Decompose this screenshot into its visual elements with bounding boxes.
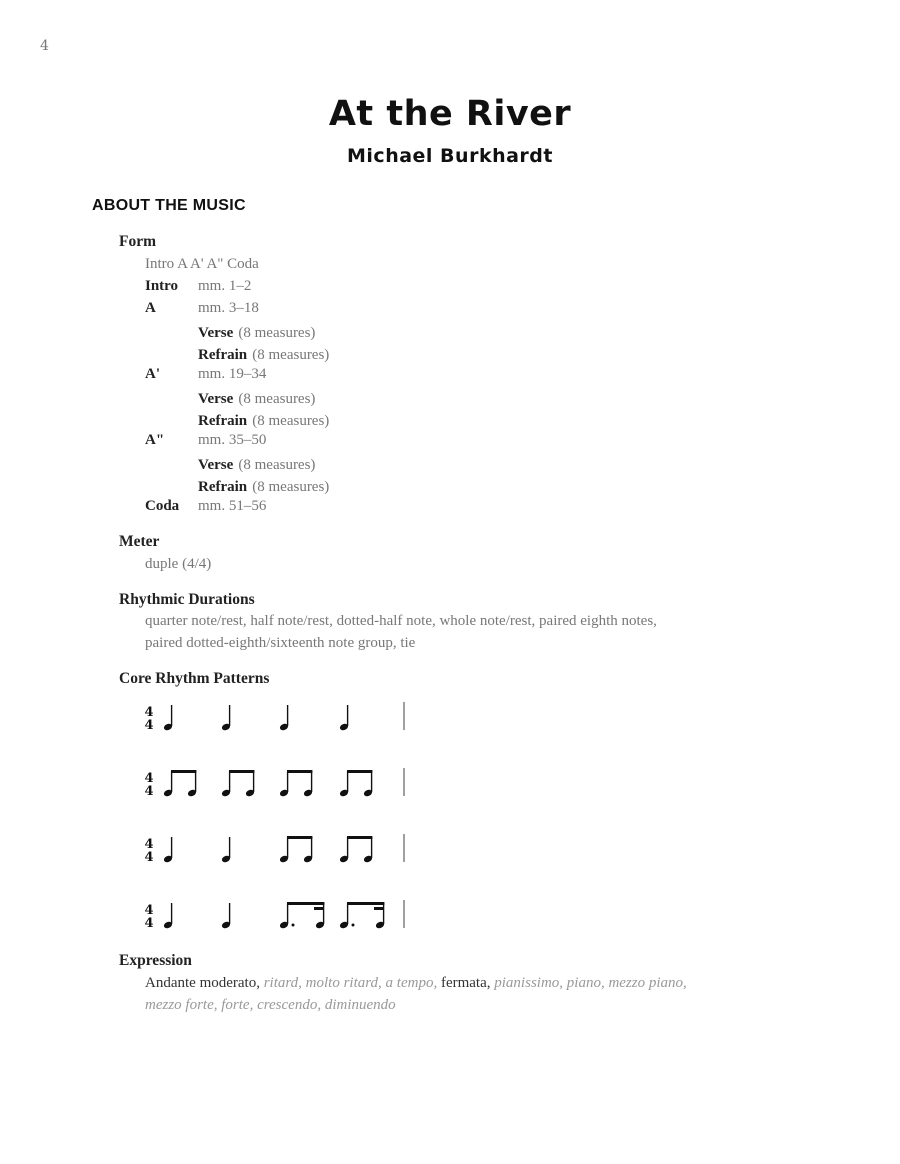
- section-heading: ABOUT THE MUSIC: [92, 197, 246, 214]
- expression-line-2: [145, 997, 396, 1014]
- form-a2-refrain: [198, 476, 329, 496]
- measures-note: (8 measures): [252, 479, 330, 495]
- time-signature-bottom: 4: [144, 916, 154, 931]
- rhythmic-durations-line-1: quarter note/rest, half note/rest, dotted-half note, whole note/rest, paired eighth notes,: [145, 613, 657, 629]
- time-signature-bottom: 4: [144, 718, 154, 733]
- primary-beam: [347, 902, 384, 905]
- meter-value: duple (4/4): [145, 556, 212, 572]
- form-a-refrain: [198, 344, 329, 364]
- measures-note: (8 measures): [252, 413, 330, 429]
- form-a1-range: mm. 19–34: [198, 366, 267, 382]
- eighth-beam: [229, 770, 254, 773]
- form-a1-refrain: [198, 410, 329, 430]
- form-intro-range: mm. 1–2: [198, 278, 252, 294]
- primary-beam: [287, 902, 324, 905]
- augmentation-dot: [292, 924, 295, 927]
- form-a1-label: A': [145, 366, 160, 382]
- rhythmic-durations-line-2: paired dotted-eighth/sixteenth note group, tie: [145, 635, 416, 651]
- time-signature-top: 4: [144, 837, 154, 852]
- expression-italic-terms-2: pianissimo, piano, mezzo piano,: [494, 975, 687, 991]
- measures-note: (8 measures): [238, 457, 316, 473]
- rhythm-pattern-4: [138, 894, 418, 934]
- meter-heading: Meter: [119, 533, 160, 550]
- eighth-beam: [347, 770, 372, 773]
- verse-label: Verse: [198, 391, 234, 407]
- form-intro-label: Intro: [145, 278, 179, 294]
- measures-note: (8 measures): [238, 391, 316, 407]
- form-heading: Form: [119, 233, 157, 250]
- time-signature-top: 4: [144, 705, 154, 720]
- time-signature-bottom: 4: [144, 784, 154, 799]
- form-a2-verse: [198, 454, 315, 474]
- core-rhythm-heading: Core Rhythm Patterns: [119, 670, 270, 687]
- form-coda-range: mm. 51–56: [198, 498, 267, 514]
- rhythm-pattern-1: [138, 696, 418, 736]
- secondary-beam: [314, 907, 324, 910]
- form-a-verse: [198, 322, 315, 342]
- form-coda-label: Coda: [145, 498, 180, 514]
- measures-note: (8 measures): [252, 347, 330, 363]
- verse-label: Verse: [198, 457, 234, 473]
- expression-italic-terms-1: ritard, molto ritard, a tempo,: [263, 975, 441, 991]
- eighth-beam: [287, 836, 312, 839]
- page-title: At the River: [328, 94, 572, 134]
- expression-line-1: [145, 975, 687, 992]
- expression-tempo: Andante moderato,: [145, 975, 264, 991]
- secondary-beam: [374, 907, 384, 910]
- form-a1-verse: [198, 388, 315, 408]
- time-signature-top: 4: [144, 771, 154, 786]
- time-signature-bottom: 4: [144, 850, 154, 865]
- form-a-label: A: [145, 300, 156, 316]
- refrain-label: Refrain: [198, 413, 248, 429]
- eighth-beam: [171, 770, 196, 773]
- refrain-label: Refrain: [198, 479, 248, 495]
- time-signature-top: 4: [144, 903, 154, 918]
- rhythmic-durations-heading: Rhythmic Durations: [119, 591, 255, 608]
- expression-heading: Expression: [119, 952, 192, 969]
- page-number: 4: [40, 38, 49, 54]
- form-a2-label: A": [145, 432, 165, 448]
- eighth-beam: [287, 770, 312, 773]
- form-a-range: mm. 3–18: [198, 300, 259, 316]
- rhythm-pattern-2: [138, 762, 418, 802]
- expression-italic-terms-3: mezzo forte, forte, crescendo, diminuendo: [145, 997, 396, 1013]
- form-summary: Intro A A' A" Coda: [145, 256, 259, 272]
- form-a2-range: mm. 35–50: [198, 432, 267, 448]
- composer-name: Michael Burkhardt: [347, 145, 553, 167]
- augmentation-dot: [352, 924, 355, 927]
- rhythm-pattern-3: [138, 828, 418, 868]
- verse-label: Verse: [198, 325, 234, 341]
- expression-fermata: fermata,: [440, 975, 495, 991]
- eighth-beam: [347, 836, 372, 839]
- refrain-label: Refrain: [198, 347, 248, 363]
- measures-note: (8 measures): [238, 325, 316, 341]
